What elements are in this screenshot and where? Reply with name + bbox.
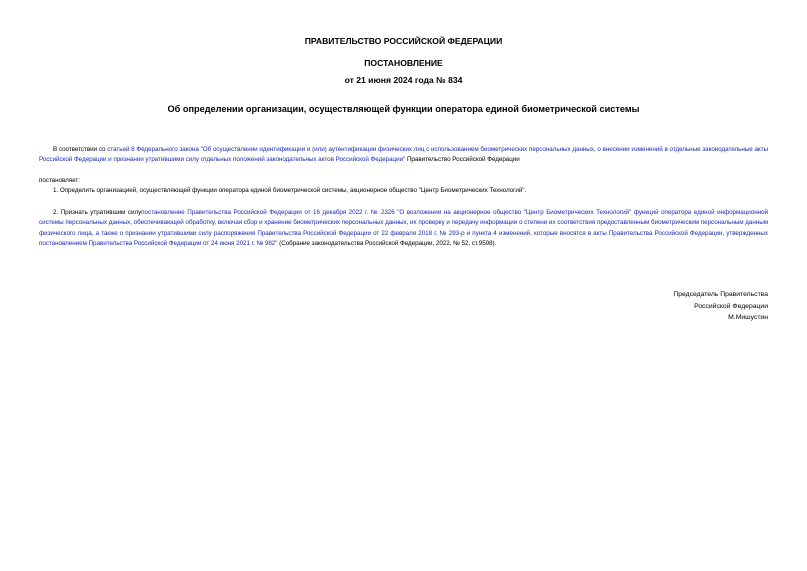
item-1-paragraph: 1. Определить организацией, осуществляющей функции оператора единой биометрической системы, акционерное общество "Центр Биометрических Технологий". bbox=[53, 187, 527, 194]
preamble-suffix: Правительство Российской Федерации bbox=[405, 156, 520, 164]
document-title: Об определении организации, осуществляющей функции оператора единой биометрической системы bbox=[167, 104, 640, 114]
item-2-prefix: 2. Признать утратившим силу bbox=[53, 209, 142, 216]
signature-name: М.Мишустин bbox=[728, 314, 768, 321]
document-date-number: от 21 июня 2024 года № 834 bbox=[344, 75, 463, 85]
government-heading: ПРАВИТЕЛЬСТВО РОССИЙСКОЙ ФЕДЕРАЦИИ bbox=[304, 36, 503, 46]
federal-law-link[interactable]: статьей 8 Федерального закона "Об осуществлении идентификации и (или) аутентификации физических лиц с использованием биометрических персональных данных, о внесении изменений в отдельные законодательные акты Российской Федерации и признании утратившими силу отдельных положений законодательных актов Российской Федерации" bbox=[39, 146, 768, 164]
preamble-prefix: В соответствии со bbox=[53, 146, 108, 153]
resolves-text: постановляет: bbox=[39, 177, 80, 184]
item-2-suffix: (Собрание законодательства Российской Федерации, 2022, № 52, ст.9598). bbox=[277, 240, 497, 248]
signature-organization: Российской Федерации bbox=[694, 302, 768, 310]
item-2-paragraph bbox=[39, 208, 768, 250]
signature-position: Председатель Правительства bbox=[673, 291, 768, 298]
document-type: ПОСТАНОВЛЕНИЕ bbox=[364, 58, 443, 68]
signature-block bbox=[673, 289, 768, 324]
preamble-paragraph bbox=[39, 145, 768, 166]
resolution-2326-link[interactable]: постановление Правительства Российской Федерации от 16 декабря 2022 г. № 2326 "О возложении на акционерное общество "Центр Биометрических Технологий" функций оператора единой информационной системы персональных данных, обеспечивающей обработку, включая сбор и хранение биометрических персональных данных, их проверку и передачу информации о степени их соответствия предоставленным биометрическим персональным данным физического лица, а также о признании утратившими силу распоряжения Правительства Российской Федерации от 22 февраля 2018 г. № 293-р и пункта 4 изменений, которые вносятся в акты Правительства Российской Федерации, утвержденных постановлением Правительства Российской Федерации от 24 июня 2021 г. № 982" bbox=[39, 209, 768, 248]
